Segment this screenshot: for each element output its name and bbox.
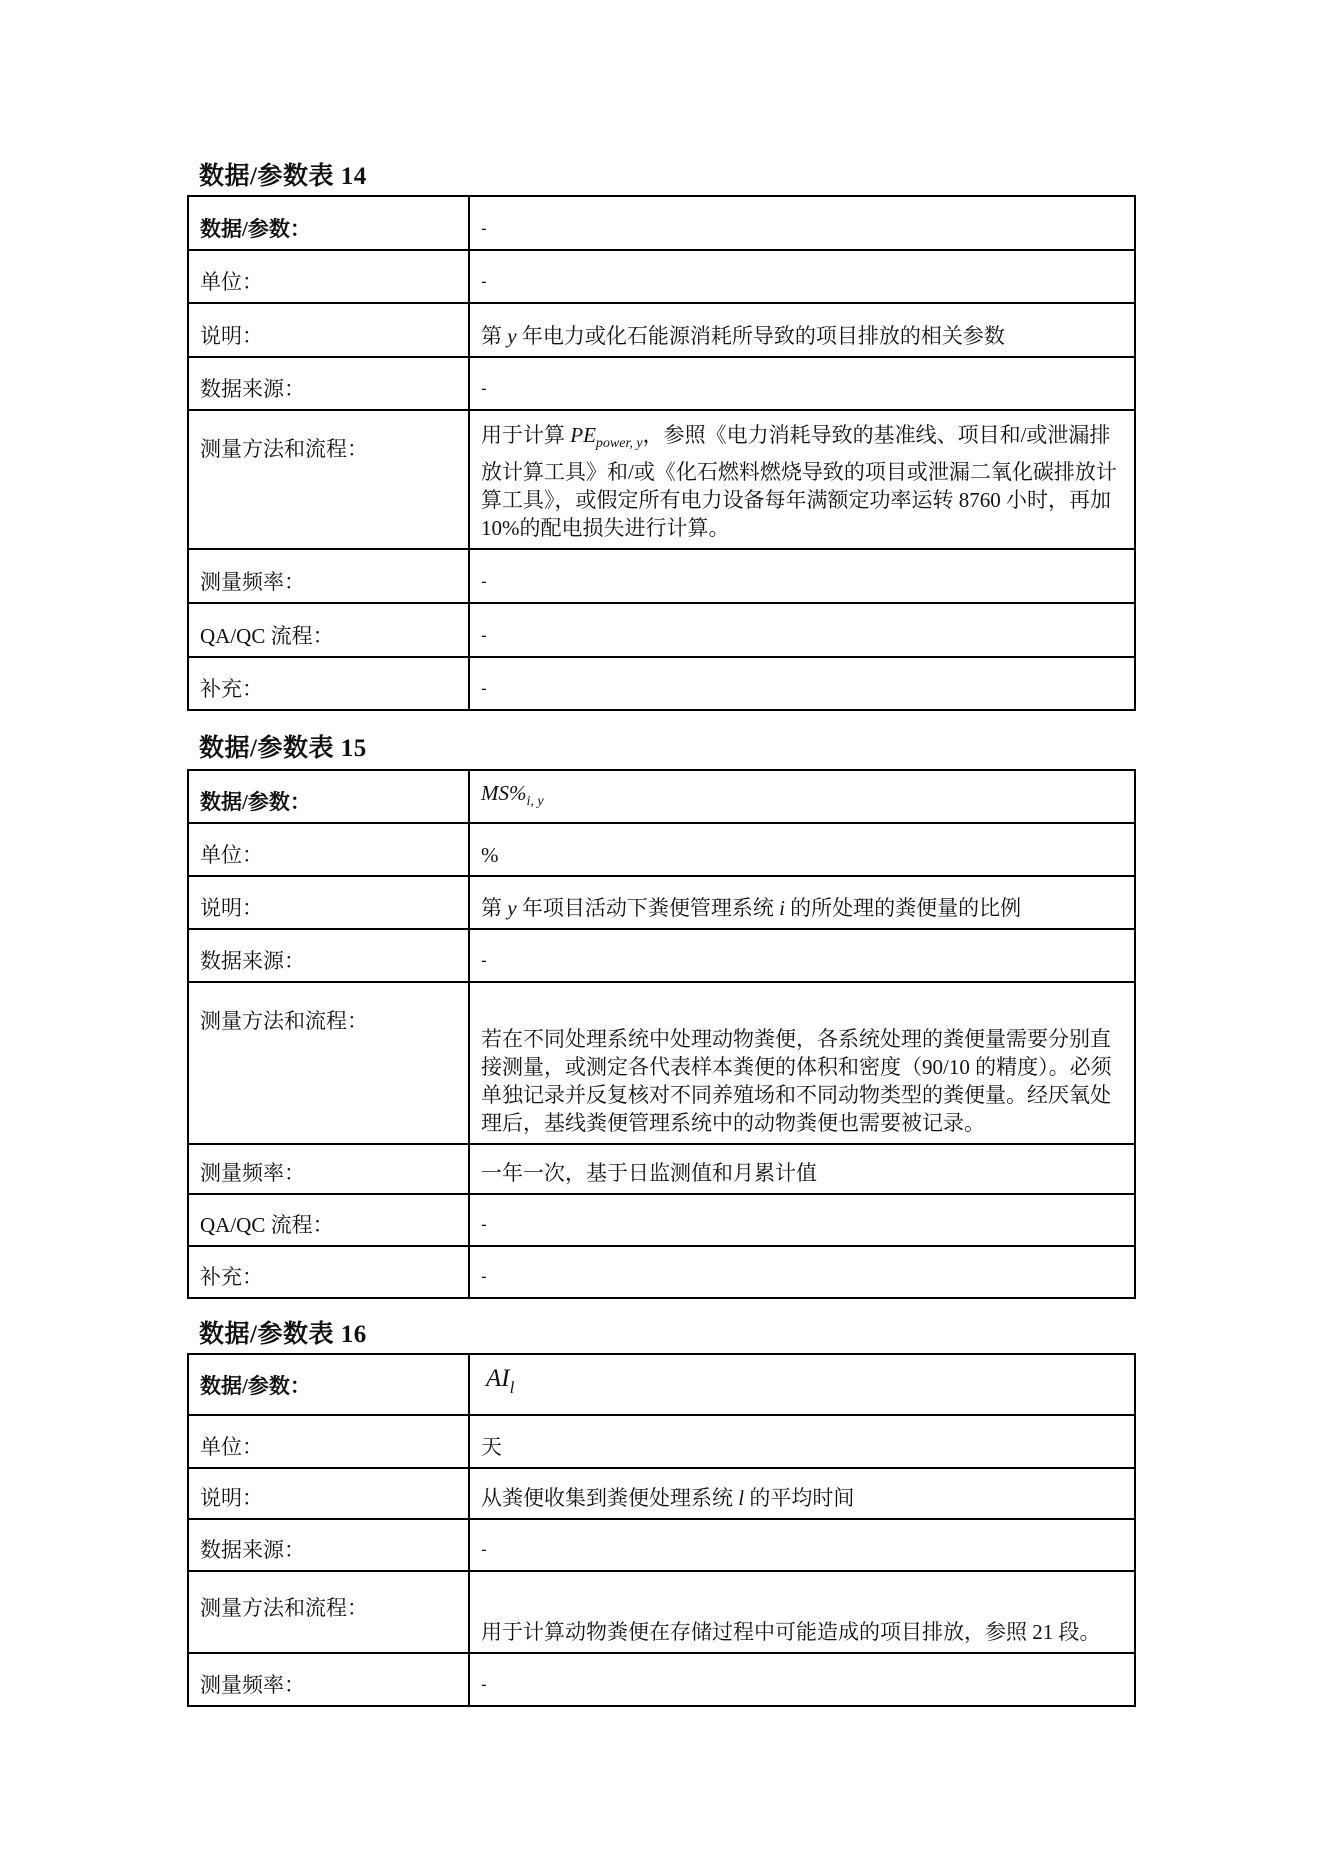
qaqc-label: QA/QC 流程： [188,1194,469,1246]
qaqc-text: - [481,1215,487,1234]
math-subscript: l [509,1378,515,1397]
math-base: PE [570,423,596,447]
method-label: 测量方法和流程： [188,1571,469,1653]
variable-y: y [507,896,517,920]
table-row [188,196,1135,250]
unit-label: 单位： [188,1415,469,1468]
data-source-value [469,929,1135,982]
unit-value: 天 [469,1415,1135,1468]
method-value: 用于计算动物粪便在存储过程中可能造成的项目排放，参照 21 段。 [469,1571,1135,1653]
qaqc-value [469,1194,1135,1246]
description-text: 第 [481,324,508,348]
data-source-label: 数据来源： [188,357,469,410]
table-row [188,770,1135,823]
supplement-text: - [481,1267,487,1286]
param-label: 数据/参数： [188,196,469,250]
table-row [188,929,1135,982]
table-row [188,357,1135,410]
qaqc-text: - [481,626,487,645]
table-14-title: 数据/参数表 14 [199,163,367,190]
table-row [188,1468,1135,1519]
description-value [469,1468,1135,1519]
supplement-label: 补充： [188,1246,469,1298]
table-row [188,410,1135,549]
param-label: 数据/参数： [188,1354,469,1415]
param-value [469,1354,1135,1415]
table-row [188,250,1135,303]
frequency-text: - [481,1675,487,1694]
variable-l: l [738,1486,745,1510]
math-ai-l [486,1365,515,1397]
param-value-text: - [481,219,487,238]
table-row [188,303,1135,357]
table-row [188,1519,1135,1571]
supplement-value [469,657,1135,710]
table-row [188,1415,1135,1468]
parameter-table-15 [187,769,1136,1299]
frequency-label: 测量频率： [188,1653,469,1706]
unit-value [469,250,1135,303]
description-text: 从粪便收集到粪便处理系统 [481,1486,739,1510]
description-label: 说明： [188,1468,469,1519]
unit-label: 单位： [188,823,469,876]
description-label: 说明： [188,303,469,357]
math-subscript: power, y [595,436,643,451]
math-subscript: i, y [526,794,544,809]
parameter-table-14 [187,195,1136,711]
description-text: 的所处理的粪便量的比例 [784,896,1022,920]
data-source-text: - [481,951,487,970]
method-value [469,410,1135,549]
method-label: 测量方法和流程： [188,982,469,1144]
table-row [188,876,1135,929]
description-value [469,303,1135,357]
math-pe-power-y [570,423,643,451]
table-row [188,1571,1135,1653]
table-row [188,657,1135,710]
description-text: 第 [481,896,508,920]
qaqc-label: QA/QC 流程： [188,603,469,657]
table-row [188,1194,1135,1246]
param-label: 数据/参数： [188,770,469,823]
description-text: 年项目活动下粪便管理系统 [516,896,780,920]
data-source-text: - [481,1540,487,1559]
frequency-value: 一年一次，基于日监测值和月累计值 [469,1144,1135,1194]
method-label: 测量方法和流程： [188,410,469,549]
table-row [188,1653,1135,1706]
data-source-label: 数据来源： [188,1519,469,1571]
unit-value-text: - [481,272,487,291]
data-source-text: - [481,379,487,398]
method-text: 用于计算 [481,423,571,447]
frequency-label: 测量频率： [188,549,469,603]
frequency-label: 测量频率： [188,1144,469,1194]
qaqc-value [469,603,1135,657]
table-15-title: 数据/参数表 15 [199,735,367,762]
method-text: ，参照《电力消耗导致的基准线、项目和/或泄漏排放计算工具》和/或《化石燃料燃烧导致的项目或泄漏二氧化碳排放计算工具》，或假定所有电力设备每年满额定功率运转 8760 小时，再加 10%的配电损失进行计算。 [481,423,1117,540]
table-row [188,1354,1135,1415]
variable-y: y [507,324,517,348]
method-value: 若在不同处理系统中处理动物粪便，各系统处理的粪便量需要分别直接测量，或测定各代表样本粪便的体积和密度（90/10 的精度）。必须单独记录并反复核对不同养殖场和不同动物类型的粪便量。经厌氧处理后，基线粪便管理系统中的动物粪便也需要被记录。 [469,982,1135,1144]
math-ms-percent [481,781,544,809]
supplement-text: - [481,679,487,698]
data-source-value [469,1519,1135,1571]
data-source-value [469,357,1135,410]
param-value [469,196,1135,250]
table-16-title: 数据/参数表 16 [199,1321,367,1348]
frequency-value [469,1653,1135,1706]
supplement-value [469,1246,1135,1298]
table-row [188,549,1135,603]
description-text: 年电力或化石能源消耗所导致的项目排放的相关参数 [516,324,1005,348]
frequency-text: - [481,572,487,591]
param-value [469,770,1135,823]
unit-label: 单位： [188,250,469,303]
math-base: AI [486,1365,510,1392]
table-row [188,823,1135,876]
table-row [188,603,1135,657]
description-value [469,876,1135,929]
table-row [188,1246,1135,1298]
description-label: 说明： [188,876,469,929]
variable-i: i [779,896,785,920]
description-text: 的平均时间 [744,1486,855,1510]
data-source-label: 数据来源： [188,929,469,982]
frequency-value [469,549,1135,603]
table-row [188,1144,1135,1194]
supplement-label: 补充： [188,657,469,710]
parameter-table-16 [187,1353,1136,1707]
math-base: MS% [481,781,527,805]
table-row [188,982,1135,1144]
unit-value: % [469,823,1135,876]
